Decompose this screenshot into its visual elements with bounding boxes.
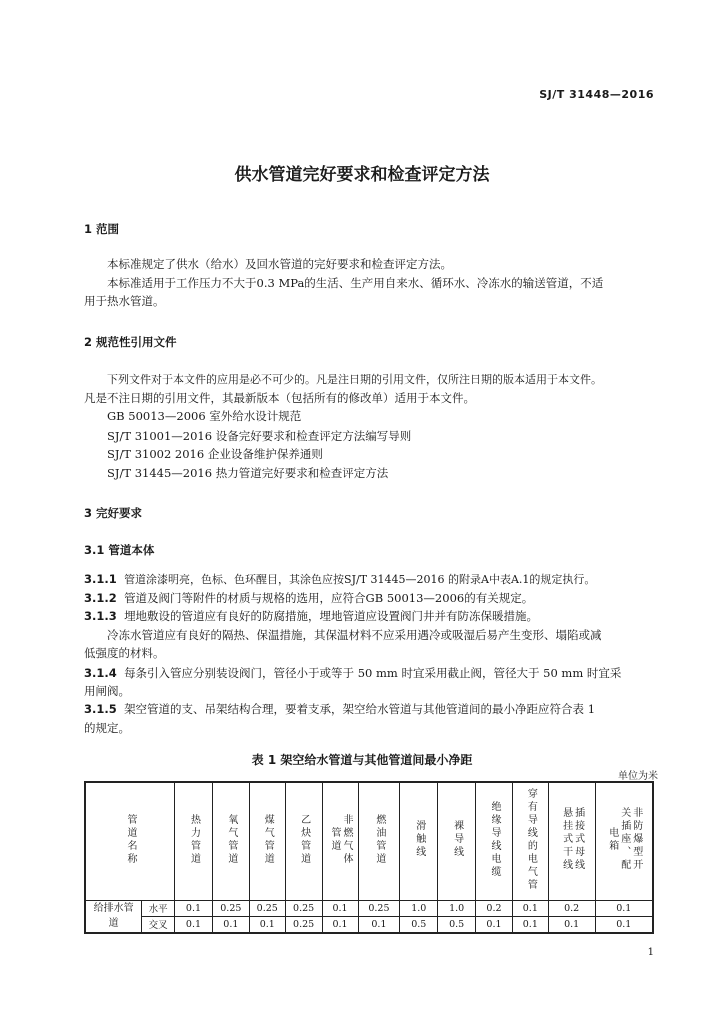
clause-text: 每条引入管应分别装设阀门，管径小于或等于 50 mm 时宜采用截止阀，管径大于 50 mm 时宜采 xyxy=(124,666,622,680)
table-cell: 0.1 xyxy=(249,916,285,933)
clearance-table xyxy=(84,781,654,934)
table-cell: 0.25 xyxy=(285,916,322,933)
table-cell: 0.5 xyxy=(438,916,476,933)
row-sub-cell: 水平 xyxy=(142,900,175,916)
header-cell: 燃油管道 xyxy=(358,782,400,900)
table-cell: 0.1 xyxy=(322,916,358,933)
table-cell: 0.2 xyxy=(476,900,513,916)
header-cell: 氧气管道 xyxy=(212,782,249,900)
header-cell: 乙炔管道 xyxy=(285,782,322,900)
table-unit: 单位为米 xyxy=(618,771,658,782)
s1-para-2b: 用于热水管道。 xyxy=(84,294,165,308)
s2-para-1a: 下列文件对于本文件的应用是必不可少的。凡是注日期的引用文件，仅所注日期的版本适用于本文件。 xyxy=(107,373,602,386)
clause-number: 3.1.1 xyxy=(84,572,117,586)
header-cell: 管道名称 xyxy=(85,782,175,900)
table-cell: 0.1 xyxy=(358,916,400,933)
clause-text: 管道涂漆明亮，色标、色环醒目，其涂色应按SJ/T 31445—2016 的附录A中表A.1的规定执行。 xyxy=(124,573,596,586)
table-cell: 0.1 xyxy=(212,916,249,933)
ref-item: SJ/T 31002 2016 企业设备维护保养通则 xyxy=(107,447,323,461)
s2-para-1b: 凡是不注日期的引用文件，其最新版本（包括所有的修改单）适用于本文件。 xyxy=(84,391,475,405)
clause-number: 3.1.5 xyxy=(84,702,117,716)
ref-item: SJ/T 31445—2016 热力管道完好要求和检查评定方法 xyxy=(107,466,389,480)
table-header-row xyxy=(85,782,653,900)
ref-item: GB 50013—2006 室外给水设计规范 xyxy=(107,409,302,423)
table-cell: 0.1 xyxy=(512,900,548,916)
row-sub-cell: 交叉 xyxy=(142,916,175,933)
s1-para-1: 本标准规定了供水（给水）及回水管道的完好要求和检查评定方法。 xyxy=(107,257,452,271)
clause-3-1-4-para-b: 用闸阀。 xyxy=(84,684,130,698)
section-1-heading: 1 范围 xyxy=(84,222,120,236)
table-cell: 0.1 xyxy=(595,916,653,933)
header-cell: 插接式母线悬挂式干线 xyxy=(548,782,595,900)
table-cell: 0.1 xyxy=(322,900,358,916)
document-title: 供水管道完好要求和检查评定方法 xyxy=(234,165,490,185)
standard-code: SJ/T 31448—2016 xyxy=(539,88,654,101)
header-cell: 穿有导线的电气管 xyxy=(512,782,548,900)
clause-3-1-4 xyxy=(84,664,621,683)
clause-3-1-5 xyxy=(84,700,595,719)
header-cell: 热力管道 xyxy=(175,782,213,900)
header-cell: 绝缘导线电缆 xyxy=(476,782,513,900)
section-3-heading: 3 完好要求 xyxy=(84,506,143,520)
table-cell: 0.2 xyxy=(548,900,595,916)
table-cell: 0.5 xyxy=(400,916,438,933)
table-cell: 0.1 xyxy=(175,916,213,933)
table-cell: 0.1 xyxy=(595,900,653,916)
table-title: 表 1 架空给水管道与其他管道间最小净距 xyxy=(251,753,473,767)
clause-text: 管道及阀门等附件的材质与规格的选用，应符合GB 50013—2006的有关规定。 xyxy=(124,591,534,605)
clause-number: 3.1.2 xyxy=(84,591,117,605)
table-cell: 0.1 xyxy=(476,916,513,933)
table-row xyxy=(85,916,653,933)
clause-text: 架空管道的支、吊架结构合理，要着支承，架空给水管道与其他管道间的最小净距应符合表 1 xyxy=(124,702,596,716)
header-cell: 滑触线 xyxy=(400,782,438,900)
header-cell: 非燃气体管道 xyxy=(322,782,358,900)
s1-para-2a: 本标准适用于工作压力不大于0.3 MPa的生活、生产用自来水、循环水、冷冻水的输送管道，不适 xyxy=(107,276,604,290)
page-number: 1 xyxy=(647,947,654,958)
header-cell: 裸导线 xyxy=(438,782,476,900)
table-cell: 0.1 xyxy=(175,900,213,916)
table-cell: 1.0 xyxy=(400,900,438,916)
section-2-heading: 2 规范性引用文件 xyxy=(84,335,177,349)
clause-3-1-2 xyxy=(84,589,533,608)
clause-3-1-1 xyxy=(84,570,595,589)
ref-item: SJ/T 31001—2016 设备完好要求和检查评定方法编写导则 xyxy=(107,429,412,443)
row-label-cell: 给排水管道 xyxy=(85,900,142,933)
clause-3-1-3-para-a: 冷冻水管道应有良好的隔热、保温措施，其保温材料不应采用遇冷或吸湿后易产生变形、塌陷或减 xyxy=(107,628,602,642)
clause-3-1-3 xyxy=(84,607,538,626)
table-cell: 1.0 xyxy=(438,900,476,916)
table-row xyxy=(85,900,653,916)
header-cell: 非防爆型开关插座、配电箱 xyxy=(595,782,653,900)
clause-3-1-5-para-b: 的规定。 xyxy=(84,721,130,735)
clause-3-1-3-para-b: 低强度的材料。 xyxy=(84,646,165,660)
clause-number: 3.1.4 xyxy=(84,666,117,680)
table-cell: 0.1 xyxy=(512,916,548,933)
header-cell: 煤气管道 xyxy=(249,782,285,900)
table-cell: 0.25 xyxy=(358,900,400,916)
subsection-3-1-heading: 3.1 管道本体 xyxy=(84,543,155,557)
table-cell: 0.25 xyxy=(285,900,322,916)
clause-number: 3.1.3 xyxy=(84,609,117,623)
table-cell: 0.25 xyxy=(212,900,249,916)
clause-text: 埋地敷设的管道应有良好的防腐措施，埋地管道应设置阀门井并有防冻保暖措施。 xyxy=(124,609,539,623)
table-cell: 0.25 xyxy=(249,900,285,916)
table-cell: 0.1 xyxy=(548,916,595,933)
